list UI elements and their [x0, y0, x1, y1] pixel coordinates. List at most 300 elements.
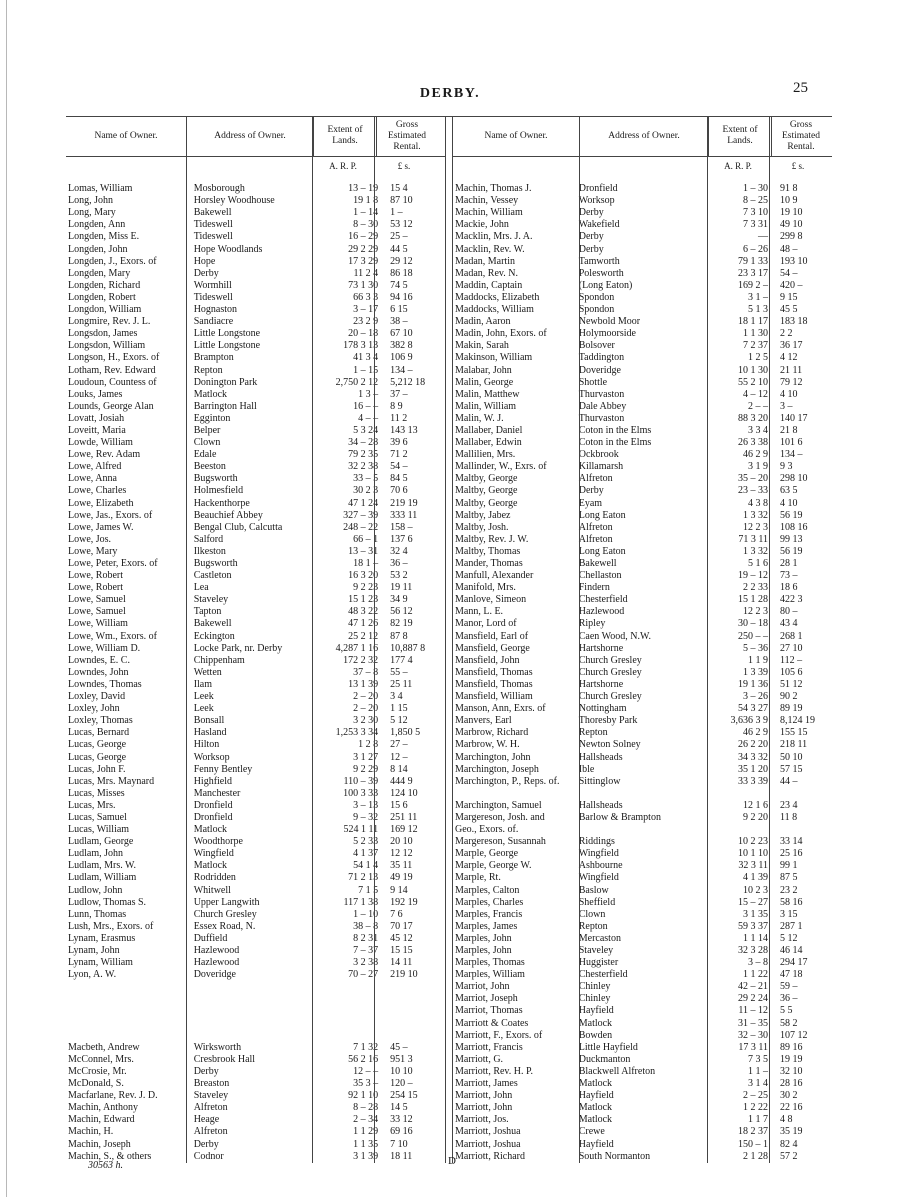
owner-name: Macbeth, Andrew: [68, 1041, 140, 1053]
left-units-row: [66, 157, 445, 171]
land-extent: 172 2 32: [343, 654, 379, 666]
land-extent: 3 1 27: [353, 751, 379, 763]
owner-address: Newton Solney: [578, 739, 641, 751]
owner-address: Baslow: [578, 884, 609, 896]
estimated-rental: 28 16: [780, 1078, 803, 1090]
col-header-address: Address of Owner.: [187, 116, 314, 156]
owner-name: Marples, John: [455, 945, 512, 956]
table-row: [66, 292, 445, 304]
owner-name: Marple, Rt.: [455, 872, 501, 884]
table-row: [453, 727, 832, 739]
estimated-rental: 35 11: [390, 860, 413, 872]
estimated-rental: 5,212 18: [390, 376, 426, 388]
land-extent: 3 3 4: [748, 424, 769, 436]
table-row: [453, 860, 832, 872]
estimated-rental: 30 2: [780, 1090, 798, 1102]
estimated-rental: 36 –: [390, 558, 408, 569]
estimated-rental: 19 11: [390, 582, 413, 594]
owner-address: Tideswell: [193, 231, 233, 243]
owner-address: Spondon: [578, 304, 615, 316]
estimated-rental: 67 10: [390, 328, 413, 340]
owner-address: Mercaston: [578, 932, 621, 944]
estimated-rental: 89 19: [780, 703, 803, 715]
owner-name: Mansfield, Thomas: [455, 678, 533, 690]
owner-name: Marples, Calton: [455, 884, 520, 896]
estimated-rental: 15 15: [390, 945, 413, 956]
land-extent: 32 2 38: [348, 461, 379, 473]
estimated-rental: 298 10: [780, 473, 808, 485]
estimated-rental: 333 11: [390, 509, 418, 521]
estimated-rental: 57 15: [780, 763, 803, 775]
table-row: [66, 1054, 445, 1066]
owner-address: Sandiacre: [193, 316, 234, 328]
land-extent: 2 – 20: [353, 691, 379, 703]
owner-name: Margereson, Josh. and: [455, 811, 545, 823]
table-row: [66, 739, 445, 751]
estimated-rental: 49 10: [780, 219, 803, 231]
estimated-rental: 57 2: [780, 1150, 798, 1162]
estimated-rental: 84 5: [390, 473, 408, 485]
owner-name: Lowndes, E. C.: [68, 654, 130, 666]
owner-name: Mansfield, George: [455, 642, 530, 654]
owner-name: Lowe, Rev. Adam: [68, 449, 141, 461]
estimated-rental: 254 15: [390, 1090, 418, 1102]
estimated-rental: 14 11: [390, 957, 413, 969]
land-extent: 10 2 23: [738, 836, 769, 848]
land-extent: 48 3 22: [348, 606, 379, 618]
owner-name: Marchington, Samuel: [455, 799, 542, 811]
land-extent: 26 2 20: [738, 739, 769, 751]
land-extent: 17 3 11: [738, 1041, 769, 1053]
estimated-rental: 34 9: [390, 594, 408, 606]
table-row: [453, 1042, 832, 1054]
land-extent: 35 – 20: [738, 473, 769, 485]
table-row: [66, 389, 445, 401]
land-extent: 12 2 3: [743, 606, 769, 618]
owner-address: Eyam: [578, 497, 603, 509]
estimated-rental: 5 5: [780, 1005, 793, 1017]
owner-name: Maltby, Josh.: [455, 521, 509, 533]
blank-row: [66, 981, 445, 993]
table-row: [66, 933, 445, 945]
owner-name: Lucas, William: [68, 824, 130, 836]
owner-address: Blackwell Alfreton: [578, 1065, 656, 1077]
owner-address: Findern: [578, 582, 610, 594]
estimated-rental: 8 9: [390, 400, 403, 412]
owner-name: Mackie, John: [455, 219, 509, 231]
land-extent: 10 2 3: [743, 884, 769, 896]
land-extent: 3 1 4: [748, 1078, 769, 1090]
land-extent: 3 1 39: [353, 1150, 379, 1162]
estimated-rental: 12 12: [390, 848, 413, 860]
owner-name: Lovatt, Josiah: [68, 412, 125, 424]
land-extent: 7 3 10: [743, 207, 769, 219]
estimated-rental: 23 4: [780, 799, 798, 811]
table-row: [453, 413, 832, 425]
owner-address: Bugsworth: [193, 558, 238, 569]
owner-address: Hartshorne: [578, 678, 624, 690]
owner-address: Derby: [578, 485, 604, 497]
owner-name: Longsdon, James: [68, 328, 138, 340]
owner-address: Little Hayfield: [578, 1041, 638, 1053]
estimated-rental: 4 12: [780, 352, 798, 364]
owner-address: Little Longstone: [193, 340, 261, 352]
owner-address: [571, 788, 700, 800]
estimated-rental: 35 19: [780, 1126, 803, 1138]
land-extent: 7 1 32: [353, 1041, 379, 1053]
land-extent: 15 1 23: [348, 594, 379, 606]
owner-name: Marriott, Jos.: [455, 1114, 509, 1126]
table-row: [66, 207, 445, 219]
land-extent: 524 1 11: [343, 824, 379, 836]
table-row: [66, 643, 445, 655]
estimated-rental: 44 5: [390, 243, 408, 255]
table-row: [453, 1005, 832, 1017]
land-extent: 7 1 5: [358, 884, 379, 896]
table-row: [453, 268, 832, 280]
table-row: [66, 703, 445, 715]
estimated-rental: 134 –: [780, 449, 803, 461]
estimated-rental: 158 –: [390, 521, 413, 533]
estimated-rental: 50 10: [780, 751, 803, 763]
estimated-rental: 86 18: [390, 267, 413, 279]
estimated-rental: 48 –: [780, 243, 798, 255]
table-row: [453, 207, 832, 219]
owner-address: Chippenham: [193, 654, 245, 666]
owner-name: Malin, George: [455, 376, 514, 388]
estimated-rental: 8,124 19: [780, 715, 816, 727]
owner-name: Mann, L. E.: [455, 606, 504, 618]
col-header-name: Name of Owner.: [66, 116, 187, 156]
owner-address: Matlock: [193, 388, 228, 400]
owner-address: Brampton: [193, 352, 234, 364]
estimated-rental: 19 10: [780, 207, 803, 219]
owner-address: Chinley: [578, 993, 611, 1005]
owner-name: Lowe, Samuel: [68, 594, 126, 606]
owner-address: Upper Langwith: [193, 896, 260, 908]
land-extent: 11 2 4: [353, 267, 379, 279]
estimated-rental: 79 12: [780, 376, 803, 388]
estimated-rental: 193 10: [780, 255, 808, 267]
land-extent: 23 2 9: [353, 316, 379, 328]
owner-name: Maddin, Captain: [455, 279, 523, 291]
owner-name: Marple, George: [455, 848, 519, 860]
land-extent: 41 3 4: [353, 352, 379, 364]
estimated-rental: 10 9: [780, 195, 798, 207]
owner-address: Alfreton: [578, 521, 613, 533]
owner-address: Matlock: [193, 860, 228, 872]
land-extent: 1 3 –: [358, 388, 379, 400]
land-extent: 3 2 30: [353, 715, 379, 727]
estimated-rental: 140 17: [780, 412, 808, 424]
estimated-rental: 11 2: [390, 412, 408, 424]
table-row: [453, 679, 832, 691]
land-extent: 169 2 –: [738, 279, 769, 291]
table-row: [453, 473, 832, 485]
estimated-rental: 90 2: [780, 691, 798, 703]
estimated-rental: 6 15: [390, 304, 408, 316]
estimated-rental: 82 19: [390, 618, 413, 630]
estimated-rental: 294 17: [780, 957, 808, 969]
estimated-rental: 18 6: [780, 582, 798, 594]
owner-address: Alfreton: [193, 1102, 228, 1114]
table-row: [66, 316, 445, 328]
column-rule: [769, 117, 770, 1163]
table-row: [453, 945, 832, 957]
estimated-rental: 7 10: [390, 1138, 408, 1150]
land-extent: 1 3 39: [743, 666, 769, 678]
blank-row: [66, 1005, 445, 1017]
land-extent: 30 – 18: [738, 618, 769, 630]
table-row: [453, 425, 832, 437]
land-extent: 33 – 5: [353, 473, 379, 485]
owner-address: Tamworth: [578, 255, 620, 267]
table-row: [453, 1078, 832, 1090]
estimated-rental: 951 3: [390, 1053, 413, 1065]
owner-address: Barrington Hall: [193, 400, 257, 412]
table-row: [453, 1102, 832, 1114]
owner-name: Maltby, George: [455, 485, 518, 497]
estimated-rental: 22 16: [780, 1102, 803, 1114]
table-row: [453, 897, 832, 909]
table-row: [453, 1018, 832, 1030]
owner-name: Lowe, Jas., Exors. of: [68, 509, 153, 521]
table-row: [453, 800, 832, 812]
owner-name: Lowe, Alfred: [68, 461, 122, 473]
table-row: [453, 872, 832, 884]
land-extent: 66 3 3: [353, 291, 379, 303]
land-extent: 3 2 38: [353, 957, 379, 969]
unit-arp: A. R. P.: [329, 161, 357, 171]
estimated-rental: 4 10: [780, 388, 798, 400]
estimated-rental: 268 1: [780, 630, 803, 642]
owner-name: Marriott, Richard: [455, 1150, 525, 1162]
land-extent: 23 – 33: [738, 485, 769, 497]
estimated-rental: 105 6: [780, 666, 803, 678]
owner-address: Duffield: [193, 932, 228, 944]
land-extent: 54 3 27: [738, 703, 769, 715]
owner-name: Maltby, Thomas: [455, 545, 521, 557]
owner-address: Leek: [193, 703, 214, 715]
table-row: [66, 461, 445, 473]
owner-address: Clown: [193, 437, 221, 449]
owner-name: Lowe, Elizabeth: [68, 497, 134, 509]
table-row: [66, 377, 445, 389]
land-extent: 7 3 5: [748, 1053, 769, 1065]
owner-name: Lynam, Erasmus: [68, 932, 136, 944]
estimated-rental: 47 18: [780, 969, 803, 981]
owner-name: Machin, Edward: [68, 1114, 135, 1126]
estimated-rental: 71 2: [390, 449, 408, 461]
land-extent: 3,636 3 9: [730, 715, 769, 727]
table-row: [453, 570, 832, 582]
table-row: [453, 582, 832, 594]
owner-name: Maltby, George: [455, 497, 518, 509]
owner-name: Lowe, William D.: [68, 642, 141, 654]
estimated-rental: 63 5: [780, 485, 798, 497]
blank-row: [66, 993, 445, 1005]
estimated-rental: 382 8: [390, 340, 413, 352]
col-header-extent: Extent of Lands.: [314, 116, 377, 156]
owner-name: Ludlow, Thomas S.: [68, 896, 147, 908]
estimated-rental: 5 12: [390, 715, 408, 727]
owner-name: Longden, J., Exors. of: [68, 255, 157, 267]
owner-address: Chesterfield: [578, 969, 628, 981]
owner-name: Makinson, William: [455, 352, 533, 364]
estimated-rental: 70 6: [390, 485, 408, 497]
estimated-rental: 20 10: [390, 836, 413, 848]
estimated-rental: 45 12: [390, 932, 413, 944]
owner-address: Beeston: [193, 461, 226, 473]
estimated-rental: 15 4: [390, 183, 408, 195]
table-row: [66, 1066, 445, 1078]
owner-name: Madin, Aaron: [455, 316, 511, 328]
table-row: [453, 631, 832, 643]
land-extent: 2 – –: [748, 400, 769, 412]
estimated-rental: 12 –: [390, 751, 408, 763]
table-row: [66, 655, 445, 667]
owner-name: Lounds, George Alan: [68, 400, 154, 412]
owner-address: Hasland: [193, 727, 227, 739]
land-extent: 10 1 30: [738, 364, 769, 376]
owner-address: Chellaston: [578, 570, 622, 582]
column-rule: [579, 117, 580, 1163]
owner-name: Lowe, Mary: [68, 545, 118, 557]
owner-name: Longden, Richard: [68, 279, 141, 291]
table-row: [66, 764, 445, 776]
estimated-rental: 25 11: [390, 678, 413, 690]
owner-name: Macklin, Mrs. J. A.: [455, 231, 533, 243]
owner-name: Marples, William: [455, 969, 525, 981]
owner-address: Dronfield: [193, 799, 233, 811]
owner-address: Barlow & Brampton: [578, 811, 661, 823]
estimated-rental: 38 –: [390, 316, 408, 328]
estimated-rental: 106 9: [390, 352, 413, 364]
blank-row: [66, 171, 445, 183]
owner-address: Matlock: [193, 824, 228, 836]
land-extent: 178 3 13: [343, 340, 379, 352]
table-row: [453, 510, 832, 522]
blank-row: [66, 1030, 445, 1042]
table-row: [453, 1066, 832, 1078]
owner-name: Ludlam, Mrs. W.: [68, 860, 137, 872]
right-header: [453, 116, 832, 157]
table-row: [453, 909, 832, 921]
table-row: [66, 594, 445, 606]
table-row: [453, 594, 832, 606]
estimated-rental: 87 5: [780, 872, 798, 884]
owner-name: Ludlow, John: [68, 884, 123, 896]
table-row: [66, 969, 445, 981]
estimated-rental: 299 8: [780, 231, 803, 243]
owner-name: Marples, John: [455, 932, 512, 944]
table-row: [66, 860, 445, 872]
owner-name: Marriott, G.: [455, 1053, 504, 1065]
land-extent: 46 2 9: [743, 727, 769, 739]
estimated-rental: 59 –: [780, 981, 798, 993]
table-row: [66, 715, 445, 727]
land-extent: 9 2 20: [743, 811, 769, 823]
owner-name: Marbrow, Richard: [455, 727, 529, 739]
table-row: [453, 643, 832, 655]
land-extent: 117 1 38: [343, 896, 379, 908]
estimated-rental: 155 15: [780, 727, 808, 739]
owner-address: Wingfield: [578, 872, 619, 884]
land-extent: 26 3 38: [738, 437, 769, 449]
owner-address: Derby: [578, 243, 604, 255]
owner-name: Long, Mary: [68, 207, 116, 219]
land-extent: 1 3 32: [743, 509, 769, 521]
owner-address: Bakewell: [193, 207, 232, 219]
owner-name: Loveitt, Maria: [68, 424, 126, 436]
column-rule: [312, 117, 313, 1163]
owner-name: Makin, Sarah: [455, 340, 509, 352]
estimated-rental: 4 10: [780, 497, 798, 509]
owner-address: Tideswell: [193, 291, 233, 303]
land-extent: 37 – 8: [353, 666, 379, 678]
owner-name: Lowndes, John: [68, 666, 129, 678]
estimated-rental: 219 19: [390, 497, 418, 509]
table-row: [453, 1054, 832, 1066]
page-number: 25: [793, 80, 808, 96]
owner-name: Lowe, Samuel: [68, 606, 126, 618]
land-extent: 4 – 12: [743, 388, 769, 400]
owner-address: Sittinglow: [578, 775, 621, 787]
land-extent: 16 3 20: [348, 570, 379, 582]
table-row: [453, 1126, 832, 1138]
owner-address: Hilton: [193, 739, 220, 751]
owner-name: [453, 788, 571, 800]
owner-name: Marchington, John: [455, 751, 531, 763]
owner-name: Lucas, Bernard: [68, 727, 130, 739]
owner-name: Marples, Thomas: [455, 957, 525, 969]
col-header-rental: Gross Estimated Rental.: [388, 119, 426, 152]
land-extent: 1 1 30: [743, 328, 769, 340]
estimated-rental: 21 8: [780, 424, 798, 436]
land-extent: 20 – 18: [348, 328, 379, 340]
table-row: [66, 365, 445, 377]
land-extent: 12 2 3: [743, 521, 769, 533]
owner-address: Edale: [193, 449, 217, 461]
estimated-rental: 9 3: [780, 461, 793, 473]
owner-name: Maltby, Rev. J. W.: [455, 533, 529, 545]
estimated-rental: 192 19: [390, 896, 418, 908]
owner-name: Machin, S., & others: [68, 1150, 152, 1162]
owner-name: Lowe, James W.: [68, 521, 134, 533]
owner-address: Duckmanton: [578, 1053, 631, 1065]
owner-address: Long Eaton: [578, 509, 626, 521]
estimated-rental: 58 16: [780, 896, 803, 908]
owner-name: Lotham, Rev. Edward: [68, 364, 156, 376]
column-rule: [374, 117, 375, 1163]
owner-name: Madan, Martin: [455, 255, 515, 267]
land-extent: 110 – 39: [343, 775, 379, 787]
estimated-rental: 70 17: [390, 920, 413, 932]
table-row: [66, 328, 445, 340]
owner-address: Tideswell: [193, 219, 233, 231]
owner-address: Manchester: [193, 787, 241, 799]
estimated-rental: 420 –: [780, 279, 803, 291]
land-extent: 23 3 17: [738, 267, 769, 279]
owner-address: Ilkeston: [193, 545, 226, 557]
column-rule: [186, 117, 187, 1163]
owner-address: Sheffield: [578, 896, 616, 908]
owner-address: Staveley: [578, 945, 614, 956]
owner-address: Donington Park: [193, 376, 258, 388]
table-row: [66, 752, 445, 764]
owner-name: Macfarlane, Rev. J. D.: [68, 1090, 158, 1102]
owner-name: Long, John: [68, 195, 113, 207]
